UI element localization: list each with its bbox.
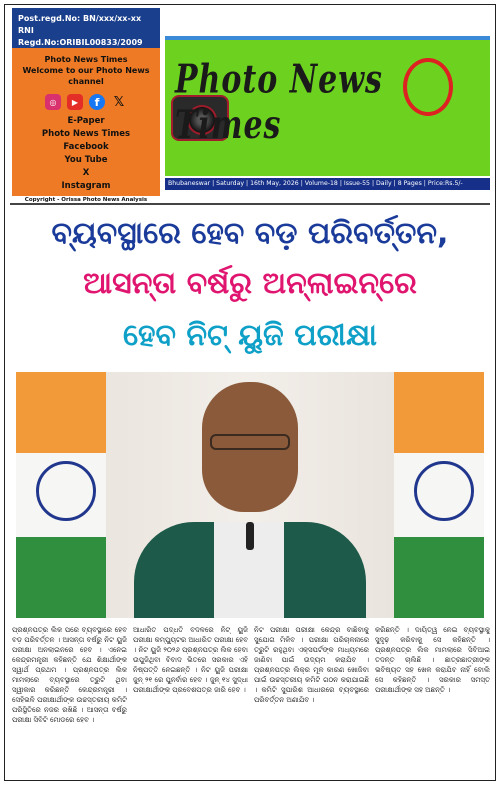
header-left-panel bbox=[12, 8, 160, 203]
masthead bbox=[165, 36, 490, 176]
registration-block bbox=[12, 8, 160, 48]
youtube-icon[interactable]: ▶ bbox=[67, 94, 83, 110]
link-instagram[interactable]: Instagram bbox=[61, 181, 111, 191]
article-body bbox=[12, 625, 490, 775]
channel-info-box bbox=[12, 48, 160, 203]
link-photo-news-times[interactable]: Photo News Times bbox=[41, 129, 131, 139]
social-icons bbox=[12, 94, 160, 110]
copyright-text: Copyright - Orissa Photo News Analysis bbox=[24, 197, 148, 203]
channel-links bbox=[12, 115, 160, 193]
headline-line-1: ବ୍ୟବସ୍ଥାରେ ହେବ ବଡ଼ ପରିବର୍ତ୍ତନ, bbox=[51, 216, 449, 251]
header-divider bbox=[10, 203, 490, 205]
microphone-icon bbox=[246, 522, 254, 550]
channel-welcome: Welcome to our Photo News channel bbox=[22, 66, 150, 86]
headline-line-3: ହେବ ନିଟ୍ ୟୁଜି ପରୀକ୍ଷା bbox=[122, 318, 378, 353]
article-column-3: ନିଟ ପରୀକ୍ଷା ପରୀକ୍ଷା କେନ୍ଦ୍ର ବାଛିବାକୁ ସୁଯୋଗ ମିଳିବ । ପରୀକ୍ଷା ପରିଚାଳନାରେ ତ୍ରୁଟି ରହୁଥିବା ଏକ୍ସପର୍ଟଙ୍କ ମାଧ୍ୟମରେ ଜାଣିବା ପାଇଁ ଉଦ୍ୟମ କରାଯିବ । ପ୍ରଶ୍ନପତ୍ର ଲିକ୍‌ର ମୂଳ କାରଣ ଖୋଜିବା ପାଇଁ ଉଚ୍ଚସ୍ତରୀୟ କମିଟି ଗଠନ କରାଯାଇଛି । କମିଟି ସୁପାରିଶ ଆଧାରରେ ବ୍ୟବସ୍ଥାରେ ପରିବର୍ତ୍ତନ ଅଣାଯିବ । bbox=[254, 626, 369, 704]
link-x[interactable]: X bbox=[82, 168, 90, 178]
post-regd-number: Post.regd.No: BN/xxx/xx-xx bbox=[18, 14, 142, 23]
rni-regd-number: RNI Regd.No:ORIBIL00833/2009 bbox=[18, 26, 143, 47]
headline-line-2: ଆସନ୍ତା ବର୍ଷରୁ ଅନ୍‌ଲାଇନ୍‌ରେ bbox=[83, 266, 417, 301]
flag-right bbox=[394, 372, 484, 618]
x-icon[interactable]: 𝕏 bbox=[113, 94, 125, 110]
link-epaper[interactable]: E-Paper bbox=[67, 116, 105, 126]
facebook-icon[interactable]: f bbox=[89, 94, 105, 110]
lead-photo bbox=[16, 372, 484, 618]
article-column-4: କରିଛନ୍ତି । ଦାୟିତ୍ୱ ନେଇ ବ୍ୟବସ୍ଥାକୁ ସୁଦୃଢ଼ କରିବାକୁ ସେ କହିଛନ୍ତି । ପ୍ରଶ୍ନପତ୍ର ଲିକ ମାମଲାରେ ସିବିଆଇ ତଦନ୍ତ ଚାଲିଛି । ଛାତ୍ରଛାତ୍ରୀଙ୍କ ଭବିଷ୍ୟତ ସହ ଖେଳ କରାଯିବ ନାହିଁ ବୋଲି ସେ କହିଛନ୍ତି । ସରକାର ସମସ୍ତ ପରୀକ୍ଷାର୍ଥୀଙ୍କ ସହ ଅଛନ୍ତି । bbox=[375, 626, 490, 694]
link-facebook[interactable]: Facebook bbox=[63, 142, 109, 152]
article-column-2: ଆଧାରିତ ପଦ୍ଧତି ବଦଳରେ ନିଟ୍ ୟୁଜି ପରୀକ୍ଷା କମ୍ପ୍ୟୁଟର ଆଧାରିତ ପରୀକ୍ଷା ହେବ । ନିଟ ୟୁଜି ୨୦୨୬ ପ୍ରଶ୍ନପତ୍ର ଲିକ ହେବା ଉପୁଜିଥିବା ବିବାଦ ଭିତରେ ସରକାର ଏହି ନିଷ୍ପତ୍ତି ନେଇଛନ୍ତି । ନିଟ ୟୁଜି ପରୀକ୍ଷା ଜୁନ୍ ୨୧ ରେ ପୁନର୍ବାର ହେବ । ଜୁନ୍ ୧୪ ସୁଦ୍ଧା ପରୀକ୍ଷାର୍ଥୀଙ୍କ ପ୍ରବେଶପତ୍ର ଜାରି ହେବ । bbox=[133, 626, 248, 694]
dateline: Bhubaneswar | Saturday | 16th May, 2026 | Volume-18 | Issue-55 | Daily | 8 Pages | Price:Rs.5/- bbox=[165, 178, 490, 190]
link-youtube[interactable]: You Tube bbox=[64, 155, 108, 165]
flag-left bbox=[16, 372, 106, 618]
masthead-logo: Photo News Times bbox=[175, 57, 383, 149]
article-column-1: ପ୍ରଶ୍ନପତ୍ର ଲିକ ପରେ ବ୍ୟବସ୍ଥାରେ ହେବ ବଡ଼ ପରିବର୍ତ୍ତନ । ଆସନ୍ତା ବର୍ଷରୁ ନିଟ ୟୁଜି ପରୀକ୍ଷା ଅନଲାଇନରେ ହେବ । ଏନେଇ କେନ୍ଦ୍ରମନ୍ତ୍ରୀ କହିଛନ୍ତି ଯେ ଶିକ୍ଷାର୍ଥୀଙ୍କ ସ୍ୱାର୍ଥ ପ୍ରଥମ । ପ୍ରଶ୍ନପତ୍ର ଲିକ ମାମଲାରେ ବ୍ୟବସ୍ଥାରେ ତ୍ରୁଟି ଥିବା ସ୍ୱୀକାର କରିଛନ୍ତି କେନ୍ଦ୍ରମନ୍ତ୍ରୀ । ସେହିଭଳି ପରୀକ୍ଷାର୍ଥୀଙ୍କ ଉଚ୍ଚସ୍ତରୀୟ କମିଟି ପରିସ୍ଥିତିରେ ନଜର ରଖିଛି । ଆସନ୍ତା ବର୍ଷରୁ ପରୀକ୍ଷା ସିବିଟି ମୋଡରେ ହେବ । bbox=[12, 626, 127, 724]
channel-name: Photo News Times bbox=[44, 55, 128, 64]
instagram-icon[interactable]: ◎ bbox=[45, 94, 61, 110]
glasses-icon bbox=[210, 434, 290, 450]
